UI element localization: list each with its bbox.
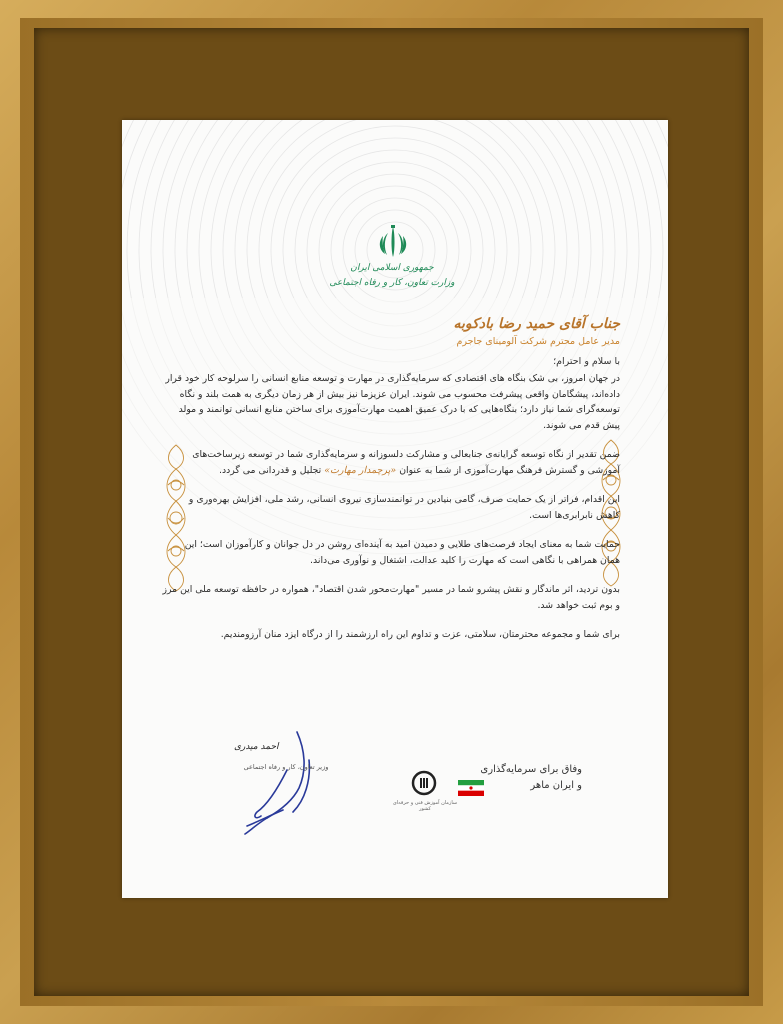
award-title: «پرچمدار مهارت» xyxy=(324,464,397,476)
logo-caption: سازمان آموزش فنی و حرفه‌ای کشور xyxy=(392,800,458,812)
skills-organization-logo-icon xyxy=(411,770,437,796)
emblem-line1: جمهوری اسلامی ایران xyxy=(350,263,434,273)
signatory-title: وزیر تعاون، کار و رفاه اجتماعی xyxy=(243,763,329,771)
paragraph-1: در جهان امروز، بی شک بنگاه های اقتصادی که سرمایه‌گذاری در مهارت و توسعه منابع انسانی را سرلوحه کار خود قرار داده‌اند، پیشگامان واقعی پیشرفت محسوب می شوند. ایران عزیزما نیز بیش از هر زمان دیگری به همت بلند و نگاه توسعه‌گرای شما نیاز دارد؛ بنگاه‌هایی که با درک عمیق اهمیت مهارت‌آموزی برای ساختن منابع انسانی توانمند و مولد پیش قدم می شوند. xyxy=(165,373,620,431)
paragraph-3: این اقدام، فراتر از یک حمایت صرف، گامی بنیادین در توانمندسازی نیروی انسانی، رشد ملی، افزایش بهره‌وری و کاهش نابرابری‌ها است. xyxy=(188,494,620,521)
paragraph-4: حمایت شما به معنای ایجاد فرصت‌های طلایی و دمیدن امید به آینده‌ای روشن در دل جوانان و کارآموزان است؛ این همان همراهی با نگاهی است که مهارت را کلید عدالت، اشتغال و نوآوری می‌داند. xyxy=(184,539,620,566)
paragraph-2 xyxy=(162,447,620,478)
signatory-name: احمد میدری xyxy=(234,742,279,752)
paragraph-2-text: ضمن تقدیر از نگاه توسعه گرایانه‌ی جنابعالی و مشارکت دلسوزانه و سرمایه‌گذاری شما در توسعه زیرساخت‌های آموزشی و گسترش فرهنگ مهارت‌آموزی از شما به عنوان xyxy=(192,449,620,476)
paragraph-5: بدون تردید، اثر ماندگار و نقش پیشرو شما در مسیر "مهارت‌محور شدن اقتصاد"، همواره در حافظه توسعه ملی این مرز و بوم ثبت خواهد شد. xyxy=(162,584,620,611)
paragraph-2-end: تجلیل و قدردانی می گردد. xyxy=(219,464,322,476)
campaign-line1: وفاق برای سرمایه‌گذاری xyxy=(480,764,582,775)
iran-emblem-icon xyxy=(374,223,412,261)
recipient-position: مدیر عامل محترم شرکت آلومینای جاجرم xyxy=(456,336,620,347)
emblem-line2: وزارت تعاون، کار و رفاه اجتماعی xyxy=(329,278,455,288)
greeting: با سلام و احترام؛ xyxy=(553,356,620,367)
recipient-name: جناب آقای حمید رضا بادکوبه xyxy=(453,316,620,332)
certificate-paper xyxy=(122,120,668,898)
paragraph-6: برای شما و مجموعه محترمتان، سلامتی، عزت و تداوم این راه ارزشمند را از درگاه ایزد منان آرزومندیم. xyxy=(220,629,620,640)
campaign-line2: و ایران ماهر xyxy=(530,780,582,791)
letter-body xyxy=(162,316,620,643)
